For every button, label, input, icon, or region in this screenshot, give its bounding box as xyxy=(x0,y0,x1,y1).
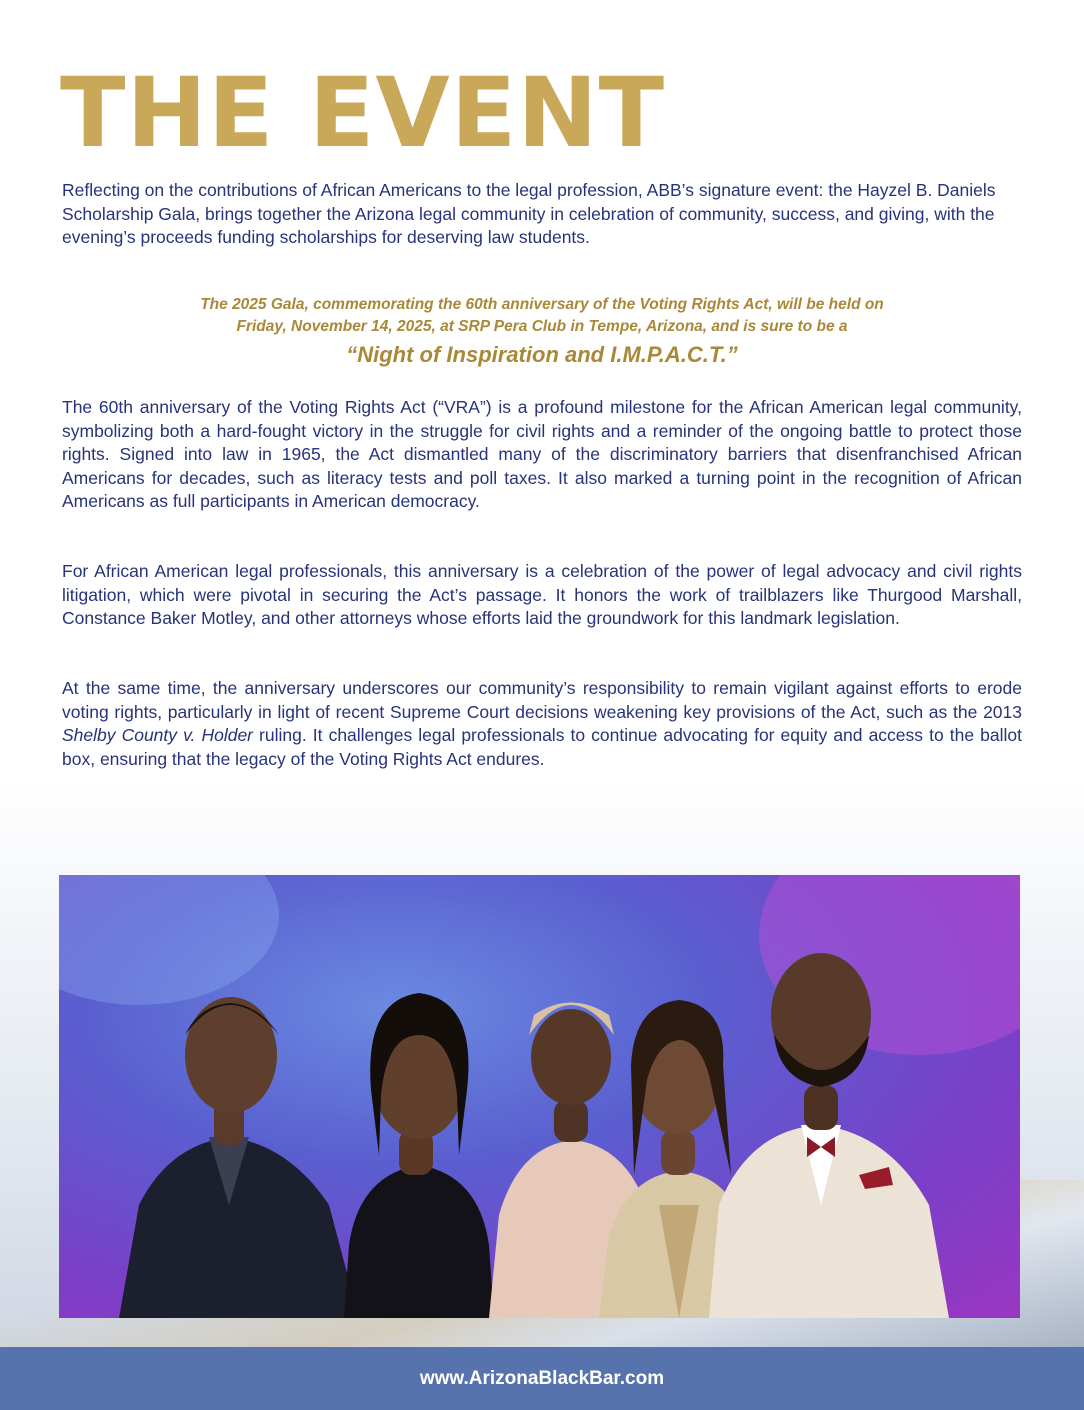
person-man-dark-suit xyxy=(119,997,359,1318)
vigilance-text-end: ruling. It challenges legal professionals to continue advocating for equity and access to the ballot box, ensuring that the legacy of the Voting Rights Act endures. xyxy=(62,725,1022,769)
vigilance-text-start: At the same time, the anniversary underscores our community’s responsibility to remain vigilant against efforts to erode voting rights, particularly in light of recent Supreme Court decisions weakening key provisions of the Act, such as the 2013 xyxy=(62,678,1022,722)
announcement-line-2: Friday, November 14, 2025, at SRP Pera Club in Tempe, Arizona, and is sure to be a xyxy=(236,318,848,335)
person-woman-black-dress xyxy=(344,993,494,1318)
vra-paragraph: The 60th anniversary of the Voting Rights Act (“VRA”) is a profound milestone for the African American legal community, symbolizing both a hard-fought victory in the struggle for civil rights and a reminder of the ongoing battle to protect those rights. Signed into law in 1965, the Act dismantled many of the discriminatory barriers that disenfranchised African Americans for decades, such as literacy tests and poll taxes. It also marked a turning point in the recognition of African Americans as full participants in American democracy. xyxy=(62,397,1022,511)
gala-tagline: “Night of Inspiration and I.M.P.A.C.T.” xyxy=(346,342,738,367)
case-name: Shelby County v. Holder xyxy=(62,725,253,745)
gala-photo xyxy=(59,875,1020,1318)
gala-photo-illustration xyxy=(59,875,1020,1318)
legal-professionals-paragraph: For African American legal professionals, this anniversary is a celebration of the power of legal advocacy and civil rights litigation, which were pivotal in securing the Act’s passage. It honors the work of trailblazers like Thurgood Marshall, Constance Baker Motley, and other attorneys whose efforts laid the groundwork for this landmark legislation. xyxy=(62,561,1022,628)
vigilance-paragraph xyxy=(62,677,1022,771)
page-title: THE EVENT xyxy=(60,57,666,169)
gala-announcement xyxy=(62,294,1022,370)
intro-paragraph: Reflecting on the contributions of African Americans to the legal profession, ABB’s signature event: the Hayzel B. Daniels Scholarship Gala, brings together the Arizona legal community in celebration of community, success, and giving, with the evening’s proceeds funding scholarships for deserving law students. xyxy=(62,180,996,247)
announcement-line-1: The 2025 Gala, commemorating the 60th anniversary of the Voting Rights Act, will be held on xyxy=(200,296,884,313)
footer-bar xyxy=(0,1347,1084,1410)
website-link[interactable]: www.ArizonaBlackBar.com xyxy=(419,1368,665,1389)
